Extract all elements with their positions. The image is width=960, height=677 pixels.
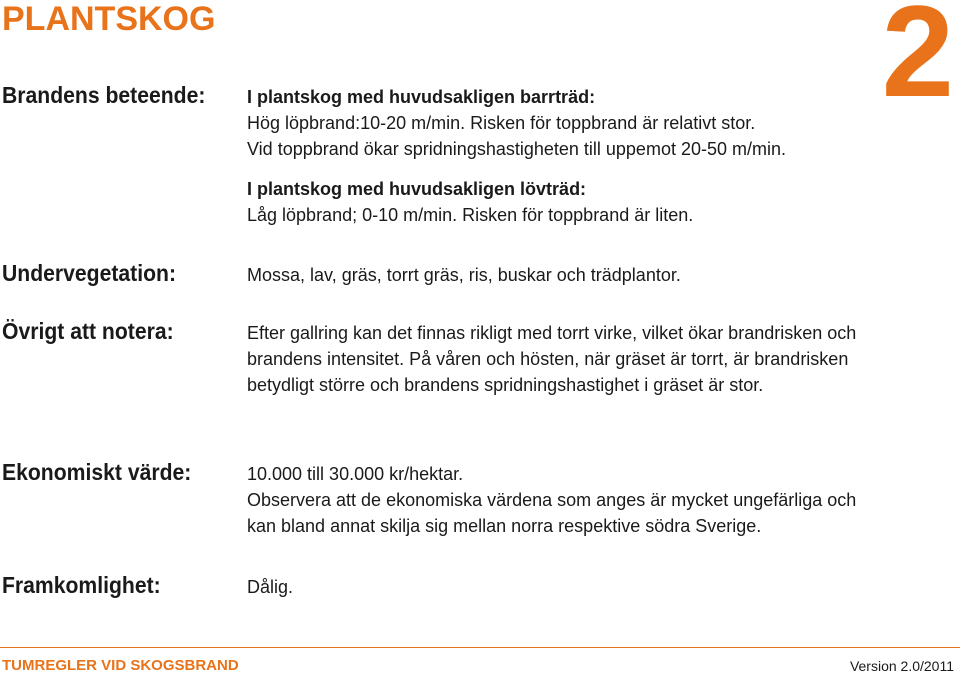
conifer-heading: I plantskog med huvudsakligen barrträd: (247, 87, 596, 107)
behavior-label: Brandens beteende: (2, 82, 206, 108)
behavior-content (247, 84, 887, 228)
economic-value: 10.000 till 30.000 kr/hektar. (247, 464, 464, 484)
economic-note: Observera att de ekonomiska värdena som anges är mycket ungefärliga och kan bland annat skilja sig mellan norra respektive södra Sverige. (247, 490, 857, 536)
deciduous-heading: I plantskog med huvudsakligen lövträd: (247, 179, 587, 199)
deciduous-line-1: Låg löpbrand; 0-10 m/min. Risken för toppbrand är liten. (247, 205, 694, 225)
undergrowth-label: Undervegetation: (2, 260, 177, 286)
economic-content (247, 461, 887, 539)
accessibility-content (247, 574, 887, 600)
section-number: 2 (881, 0, 954, 124)
other-content (247, 320, 887, 398)
accessibility-text: Dålig. (247, 577, 294, 597)
undergrowth-content (247, 262, 887, 288)
footer-version: Version 2.0/2011 (849, 658, 954, 674)
accessibility-label: Framkomlighet: (2, 572, 161, 598)
undergrowth-text: Mossa, lav, gräs, torrt gräs, ris, buskar och trädplantor. (247, 265, 681, 285)
page-title: PLANTSKOG (2, 0, 216, 38)
footer-divider (0, 647, 960, 648)
other-label: Övrigt att notera: (2, 318, 174, 344)
footer-series-title: TUMREGLER VID SKOGSBRAND (2, 657, 239, 674)
economic-label: Ekonomiskt värde: (2, 459, 192, 485)
other-text: Efter gallring kan det finnas rikligt med torrt virke, vilket ökar brandrisken och brandens intensitet. På våren och hösten, när gräset är torrt, är brandrisken betydligt större och brandens spridningshastighet i gräset är stor. (247, 323, 857, 395)
conifer-line-1: Hög löpbrand:10-20 m/min. Risken för toppbrand är relativt stor. (247, 113, 756, 133)
conifer-line-2: Vid toppbrand ökar spridningshastigheten till uppemot 20-50 m/min. (247, 139, 786, 159)
